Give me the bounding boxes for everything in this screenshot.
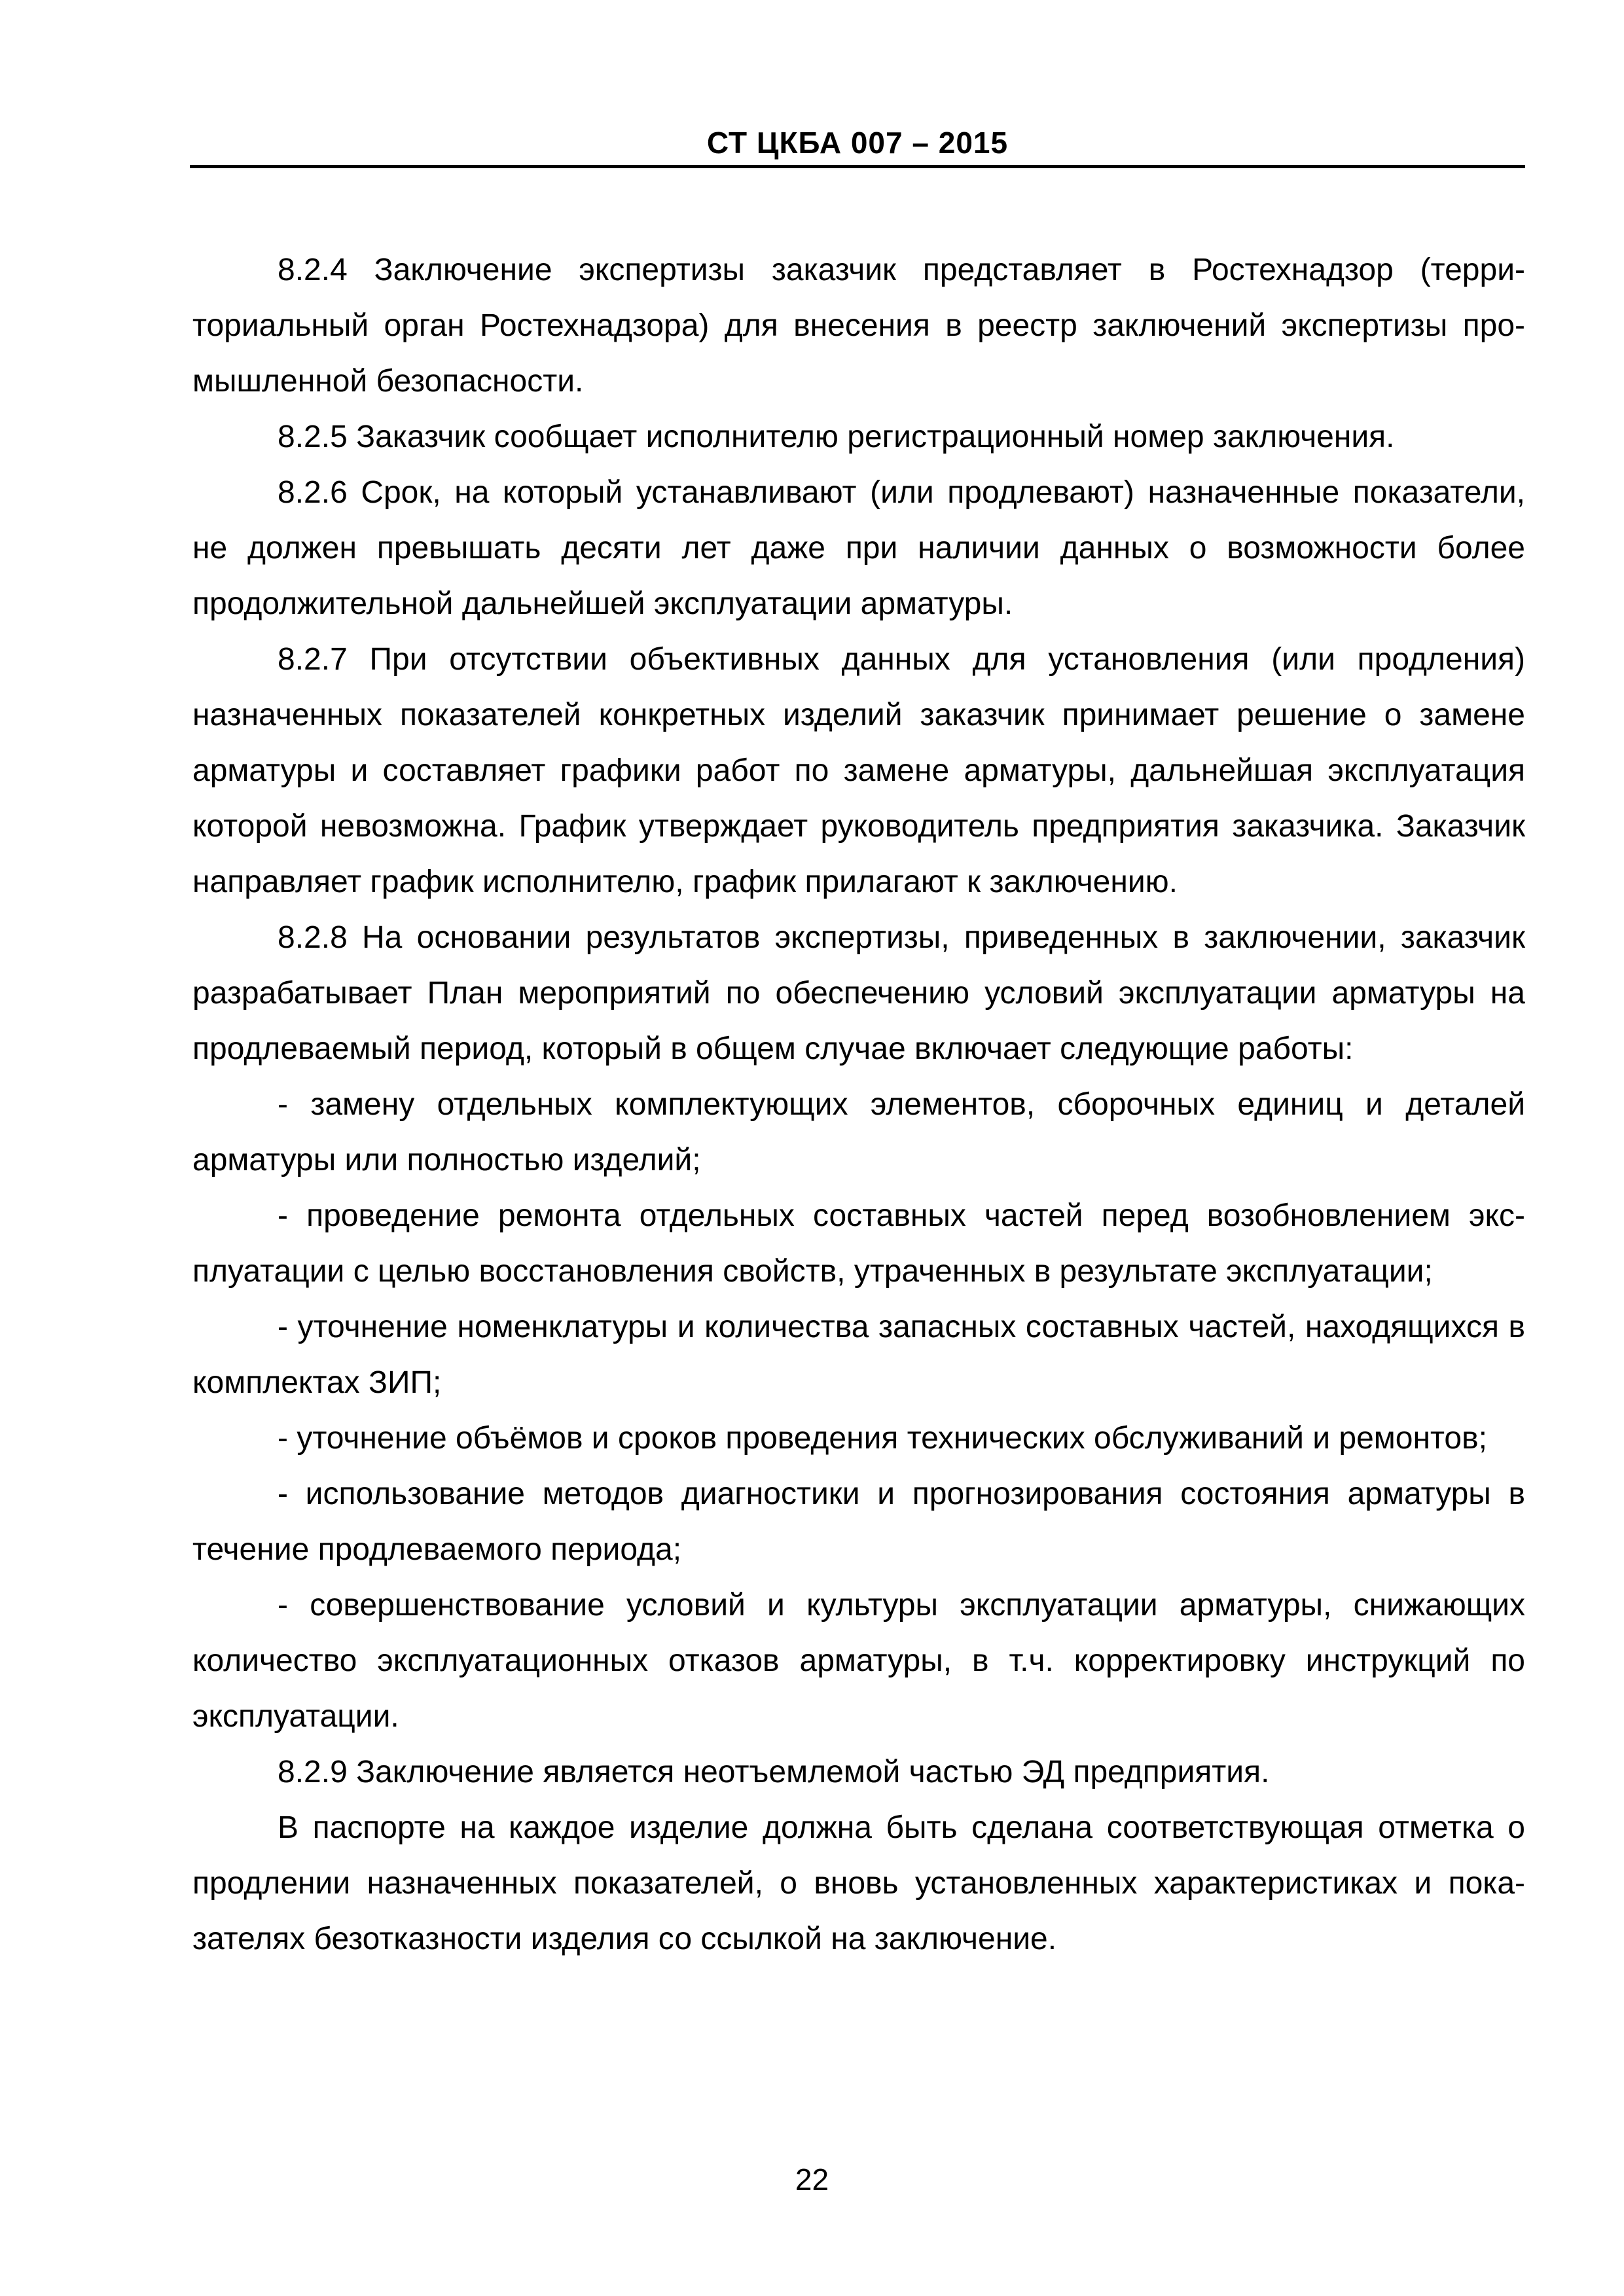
page-number: 22 [795,2162,829,2197]
paragraph-8-2-6: 8.2.6 Срок, на который устанавливают (или продлевают) назначенные показатели, не должен превышать десяти лет даже при наличии данных о возможности более продолжительной дальнейшей эксплуатации арматуры. [192,475,1525,621]
paragraph-8-2-7: 8.2.7 При отсутствии объективных данных для установления (или продления) назначенных показателей конкретных изделий заказчик принимает решение о замене арматуры и составляет графики работ по замене арматуры, дальнейшая эксплуатация которой невозможна. График утверждает руководитель предприятия заказчика. Заказчик направляет график исполнителю, график прилагают к заключению. [192,642,1525,899]
paragraph-passport: В паспорте на каждое изделие должна быть сделана соответствующая отметка о продлении назначенных показателей, о вновь установленных характеристиках и показателях безотказности изделия со ссылкой на заключение. [192,1810,1525,1956]
document-body [192,242,1525,1967]
list-item-repair: - проведение ремонта отдельных составных частей перед возобновлением эксплуатации с целью восстановления свойств, утраченных в результате эксплуатации; [192,1198,1525,1289]
document-header-title: СТ ЦКБА 007 – 2015 [706,126,1009,160]
paragraph-8-2-5: 8.2.5 Заказчик сообщает исполнителю регистрационный номер заключения. [278,420,1395,454]
paragraph-8-2-8: 8.2.8 На основании результатов экспертизы, приведенных в заключении, заказчик разрабатывает План мероприятий по обеспечению условий эксплуатации арматуры на продлеваемый период, который в общем случае включает следующие работы: [192,920,1525,1066]
list-item-replacement: - замену отдельных комплектующих элементов, сборочных единиц и деталей арматуры или полностью изделий; [192,1087,1525,1177]
paragraph-8-2-9: 8.2.9 Заключение является неотъемлемой частью ЭД предприятия. [278,1755,1270,1789]
paragraph-8-2-4: 8.2.4 Заключение экспертизы заказчик представляет в Ростехнадзор (территориальный орган Ростехнадзора) для внесения в реестр заключений экспертизы промышленной безопасности. [192,253,1525,399]
list-item-maintenance: - уточнение объёмов и сроков проведения технических обслуживаний и ремонтов; [278,1421,1487,1456]
header-rule [190,165,1525,168]
list-item-diagnostics: - использование методов диагностики и прогнозирования состояния арматуры в течение продлеваемого периода; [192,1477,1525,1567]
list-item-operation-conditions: - совершенствование условий и культуры эксплуатации арматуры, снижающих количество эксплуатационных отказов арматуры, в т.ч. корректировку инструкций по эксплуатации. [192,1588,1525,1734]
list-item-spare-parts: - уточнение номенклатуры и количества запасных составных частей, находящихся в комплектах ЗИП; [192,1310,1525,1400]
